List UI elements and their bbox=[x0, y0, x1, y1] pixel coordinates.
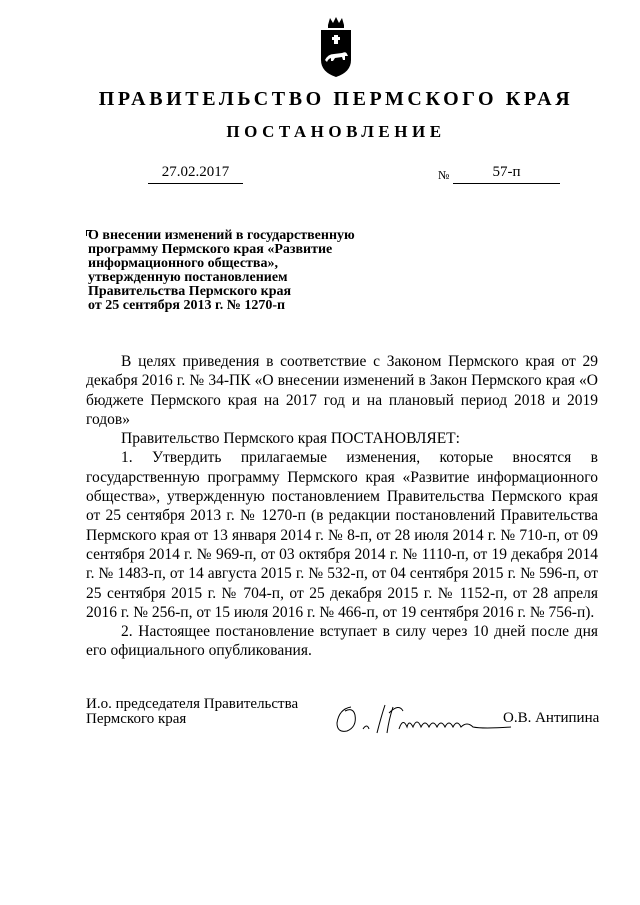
subject-line: Правительства Пермского края bbox=[88, 284, 292, 299]
subject-line: информационного общества», bbox=[88, 256, 278, 271]
preamble-paragraph: В целях приведения в соответствие с Законом Пермского края от 29 декабря 2016 г. № 34-ПК «О внесении изменений в Закон Пермского края «О бюджете Пермского края на 2017 год и на плановый период 2018 и 2019 годов» bbox=[86, 353, 598, 428]
subject-line: О внесении изменений в государственную bbox=[88, 228, 355, 243]
government-title: ПРАВИТЕЛЬСТВО ПЕРМСКОГО КРАЯ bbox=[98, 88, 574, 110]
document-number: 57-п bbox=[453, 164, 560, 184]
signatory-name: О.В. Антипина bbox=[503, 710, 600, 726]
signatory-position-line: И.о. председателя Правительства bbox=[86, 696, 299, 712]
clause-2-paragraph: 2. Настоящее постановление вступает в силу через 10 дней после дня его официального опубликования. bbox=[86, 623, 598, 660]
document-date: 27.02.2017 bbox=[148, 164, 243, 184]
signatory-position-line: Пермского края bbox=[86, 711, 187, 727]
signatory-position bbox=[86, 697, 298, 727]
subject-line: утвержденную постановлением bbox=[88, 270, 288, 285]
document-type: ПОСТАНОВЛЕНИЕ bbox=[226, 122, 446, 141]
document-body bbox=[86, 352, 598, 661]
subject-line: программу Пермского края «Развитие bbox=[88, 242, 333, 257]
handwritten-signature bbox=[333, 693, 513, 741]
coat-of-arms-icon bbox=[318, 16, 354, 78]
resolution-paragraph: Правительство Пермского края ПОСТАНОВЛЯЕТ: bbox=[121, 430, 460, 448]
subject-line: от 25 сентября 2013 г. № 1270-п bbox=[88, 298, 286, 313]
clause-1-paragraph: 1. Утвердить прилагаемые изменения, которые вносятся в государственную программу Пермского края «Развитие информационного общества», утвержденную постановлением Правительства Пермского края от 25 сентября 2013 г. № 1270-п (в редакции постановлений Правительства Пермского края от 13 января 2014 г. № 8-п, от 28 июля 2014 г. № 710-п, от 09 сентября 2014 г. № 969-п, от 03 октября 2014 г. № 1110-п, от 19 декабря 2014 г. № 1483-п, от 14 августа 2015 г. № 532-п, от 04 сентября 2015 г. № 596-п, от 25 сентября 2015 г. № 704-п, от 25 декабря 2015 г. № 1152-п, от 28 апреля 2016 г. № 256-п, от 15 июля 2016 г. № 466-п, от 19 сентября 2016 г. № 756-п). bbox=[86, 449, 598, 621]
number-sign: № bbox=[438, 168, 450, 182]
document-subject bbox=[88, 229, 388, 313]
